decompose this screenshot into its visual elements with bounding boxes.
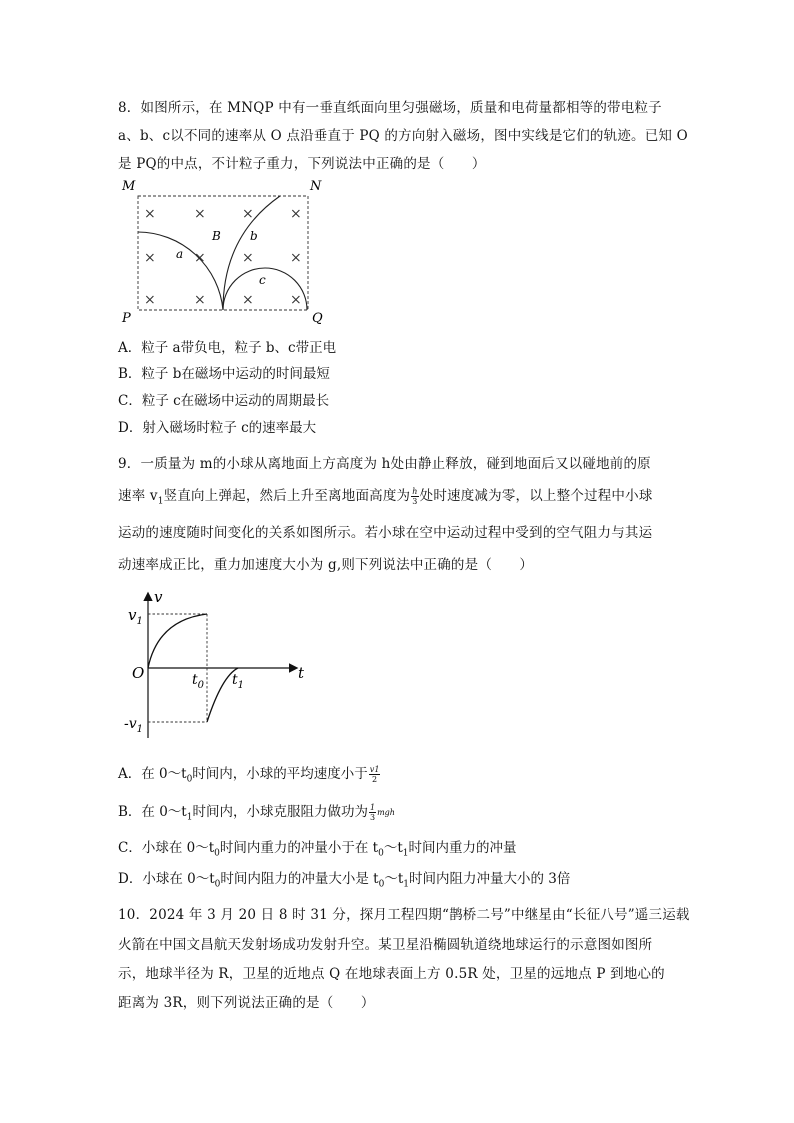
q10-line-4: 距离为 3R，则下列说法正确的是（ ） [118, 995, 375, 1011]
q10-line-2: 火箭在中国文昌航天发射场成功发射升空。某卫星沿椭圆轨道绕地球运行的示意图如图所 [118, 937, 653, 953]
q9-line-2: 速率 $v_1$竖直向上弹起，然后上升至离地面高度为 $\frac{h}{3}$ 处时速度减为零，以上整个过程中小球 [118, 487, 653, 507]
q10-line-3: 示，地球半径为 R，卫星的近地点 Q 在地球表面上方 0.5R 处，卫星的远地点 P 到地心的 [118, 966, 665, 982]
label-N: N [310, 179, 322, 194]
cross-mark: × [290, 292, 302, 308]
q8-option-b: B．粒子 b在磁场中运动的时间最短 [118, 366, 330, 382]
origin-label: O [132, 664, 145, 682]
t1-label: $t_1$ [232, 672, 245, 691]
label-M: M [122, 179, 136, 194]
q8-line-2: a、b、c以不同的速率从 O 点沿垂直于 PQ 的方向射入磁场，图中实线是它们的轨迹。已知 O [118, 128, 688, 144]
q9-line-4: 动速率成正比，重力加速度大小为 g,则下列说法中正确的是（ ） [118, 557, 534, 573]
cross-mark: × [194, 206, 206, 222]
t-axis-label: t [298, 664, 305, 682]
cross-mark: × [290, 250, 302, 266]
q8-option-c: C．粒子 c在磁场中运动的周期最长 [118, 393, 330, 409]
q8-option-a: A．粒子 a带负电，粒子 b、c带正电 [118, 340, 337, 356]
q8-line-1: 8．如图所示，在 MNQP 中有一垂直纸面向里匀强磁场，质量和电荷量都相等的带电粒子 [118, 100, 662, 116]
cross-mark: × [144, 206, 156, 222]
cross-mark: × [242, 206, 254, 222]
cross-mark: × [194, 292, 206, 308]
q9-velocity-time-graph [124, 586, 324, 746]
v-axis-label: v [154, 588, 163, 606]
label-Q: Q [312, 311, 323, 326]
cross-mark: × [144, 250, 156, 266]
cross-mark: × [290, 206, 302, 222]
neg-v1-label: $-v_1$ [124, 716, 144, 735]
q10-line-1: 10．2024 年 3 月 20 日 8 时 31 分，探月工程四期“鹊桥二号”中继星由“长征八号”遥三运载 [118, 907, 690, 923]
cross-mark: × [194, 250, 206, 266]
cross-mark: × [144, 292, 156, 308]
t0-label: $t_0$ [192, 672, 205, 691]
label-B: B [212, 229, 221, 243]
q9-option-a: A．在 $0\sim t_0$时间内，小球的平均速度小于 $\frac{v1}{2}$ [118, 765, 380, 785]
q8-magnetic-field-figure [118, 176, 328, 326]
label-c: c [259, 273, 266, 287]
q9-option-d: D．小球在 $0\sim t_0$时间内阻力的冲量大小是 $t_0\sim t_1$时间内阻力冲量大小的 3倍 [118, 871, 571, 890]
cross-mark: × [242, 250, 254, 266]
cross-mark: × [242, 292, 254, 308]
q9-option-b: B．在 $0\sim t_1$时间内，小球克服阻力做功为 $\frac{1}{3}$ mgh [118, 803, 395, 823]
fraction-h-over-3: $\frac{h}{3}$ [412, 487, 418, 506]
label-P: P [122, 311, 131, 326]
q8-option-d: D．射入磁场时粒子 c的速率最大 [118, 420, 317, 436]
label-a: a [176, 247, 184, 261]
label-b: b [250, 229, 258, 243]
v1-label: $v_1$ [128, 606, 143, 627]
fraction-one-third: $\frac{1}{3}$ [369, 803, 376, 822]
q8-line-3: 是 PQ的中点，不计粒子重力，下列说法中正确的是（ ） [118, 156, 486, 172]
q9-option-c: C．小球在 $0\sim t_0$时间内重力的冲量小于在 $t_0\sim t_1$时间内重力的冲量 [118, 840, 517, 859]
q9-line-1: 9．一质量为 m的小球从离地面上方高度为 h处由静止释放，碰到地面后又以碰地前的原 [118, 456, 651, 472]
field-boundary [138, 196, 308, 310]
fraction-v1-over-2: $\frac{v1}{2}$ [369, 765, 380, 784]
rising-curve [148, 614, 207, 668]
q9-line-3: 运动的速度随时间变化的关系如图所示。若小球在空中运动过程中受到的空气阻力与其运 [118, 525, 653, 541]
